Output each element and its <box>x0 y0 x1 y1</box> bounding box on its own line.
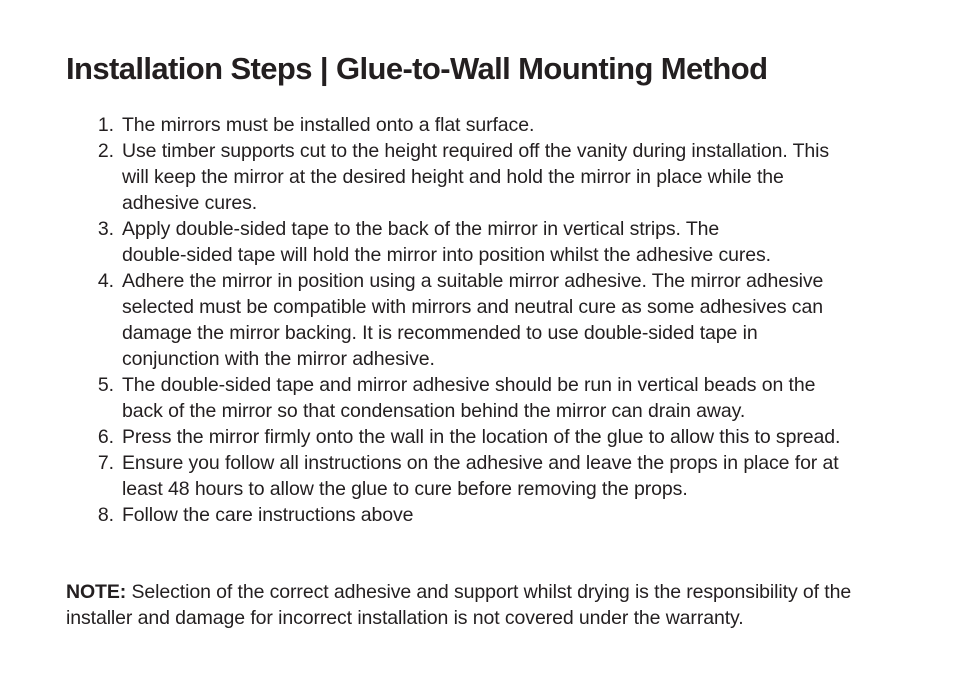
note-text-line-2: installer and damage for incorrect installation is not covered under the warranty. <box>66 607 744 629</box>
step-number: 6. <box>97 426 114 448</box>
step-2 <box>66 138 946 216</box>
document <box>66 50 946 528</box>
step-text: Press the mirror firmly onto the wall in the location of the glue to allow this to spread. <box>122 426 841 448</box>
step-text: Ensure you follow all instructions on the adhesive and leave the props in place for at least 48 hours to allow the glue to cure before removing the props. <box>122 452 839 500</box>
note-paragraph <box>66 579 946 631</box>
page-title: Installation Steps | Glue-to-Wall Mounting Method <box>66 51 768 86</box>
step-6 <box>66 424 946 450</box>
note-label: NOTE: <box>66 581 127 603</box>
step-number: 7. <box>97 452 114 474</box>
step-1 <box>66 112 946 138</box>
step-4 <box>66 268 946 372</box>
step-3 <box>66 216 946 268</box>
step-number: 2. <box>97 140 114 162</box>
step-text: Adhere the mirror in position using a suitable mirror adhesive. The mirror adhesive selected must be compatible with mirrors and neutral cure as some adhesives can damage the mirror backing. It is recommended to use double-sided tape in conjunction with the mirror adhesive. <box>122 270 824 370</box>
step-text: Apply double-sided tape to the back of the mirror in vertical strips. The double-sided tape will hold the mirror into position whilst the adhesive cures. <box>122 218 771 266</box>
step-text: The mirrors must be installed onto a flat surface. <box>122 114 535 136</box>
step-number: 5. <box>97 374 114 396</box>
step-number: 1. <box>97 114 114 136</box>
step-text: The double-sided tape and mirror adhesive should be run in vertical beads on the back of the mirror so that condensation behind the mirror can drain away. <box>122 374 816 422</box>
step-7 <box>66 450 946 502</box>
step-number: 3. <box>97 218 114 240</box>
step-5 <box>66 372 946 424</box>
step-text: Use timber supports cut to the height required off the vanity during installation. This will keep the mirror at the desired height and hold the mirror in place while the adhesive cures. <box>122 140 830 214</box>
step-number: 8. <box>97 504 114 526</box>
step-number: 4. <box>97 270 114 292</box>
steps-list <box>66 112 946 528</box>
note-text-line-1: Selection of the correct adhesive and support whilst drying is the responsibility of the <box>131 581 852 603</box>
step-8 <box>66 502 946 528</box>
step-text: Follow the care instructions above <box>122 504 414 526</box>
